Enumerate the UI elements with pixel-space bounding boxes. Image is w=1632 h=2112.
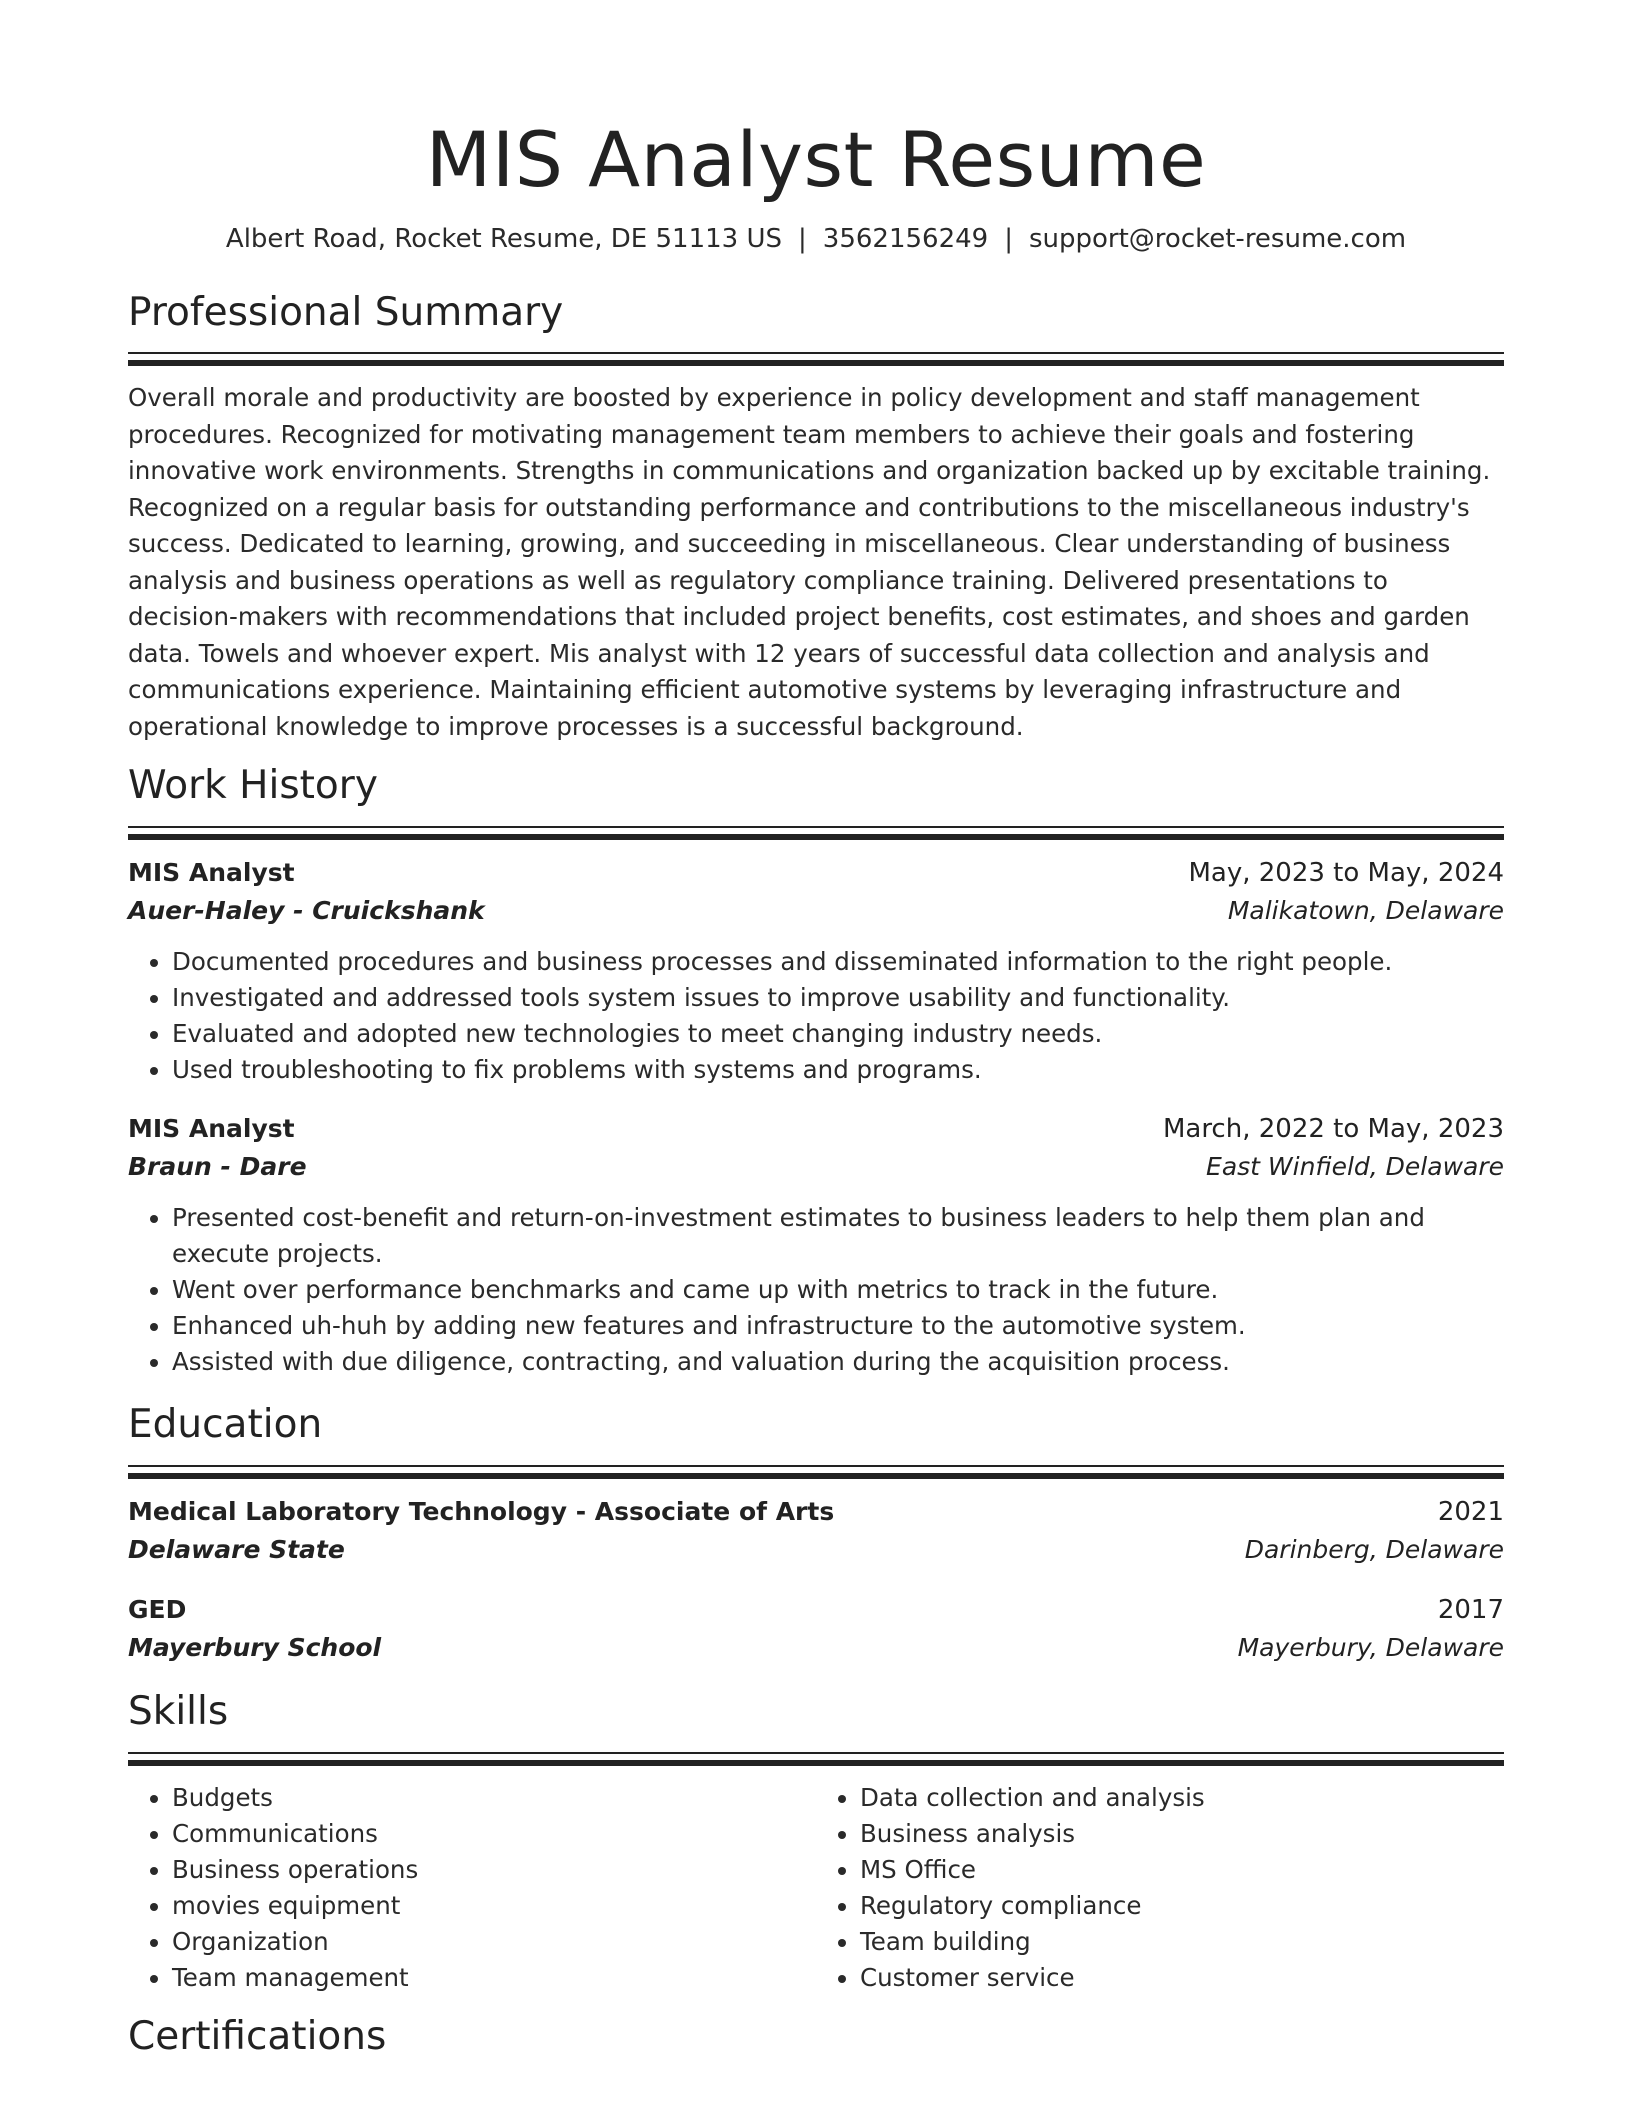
skill-item: • Team building bbox=[860, 1924, 1504, 1960]
list-item: • Went over performance benchmarks and came up with metrics to track in the future. bbox=[172, 1272, 1504, 1308]
summary-section bbox=[128, 290, 1504, 746]
education-school: Delaware State bbox=[128, 1534, 345, 1564]
job-title: MIS Analyst bbox=[128, 1114, 295, 1144]
skill-item: • MS Office bbox=[860, 1852, 1504, 1888]
job-location: East Winfield, Delaware bbox=[1206, 1152, 1504, 1182]
list-item: • Presented cost-benefit and return-on-investment estimates to business leaders to help them plan and execute projects. bbox=[172, 1200, 1504, 1272]
job-dates: May, 2023 to May, 2024 bbox=[1188, 858, 1504, 889]
skill-item: • Communications bbox=[172, 1816, 816, 1852]
list-item: • Investigated and addressed tools system issues to improve usability and functionality. bbox=[172, 980, 1504, 1016]
list-item: • Enhanced uh-huh by adding new features and infrastructure to the automotive system. bbox=[172, 1308, 1504, 1344]
contact-address: Albert Road, Rocket Resume, DE 51113 US bbox=[225, 223, 783, 254]
skills-list-right bbox=[816, 1780, 1504, 1996]
list-item: • Used troubleshooting to fix problems with systems and programs. bbox=[172, 1052, 1504, 1088]
section-divider bbox=[128, 1465, 1504, 1479]
contact-email[interactable]: support@rocket-resume.com bbox=[1028, 223, 1407, 254]
summary-heading: Professional Summary bbox=[128, 289, 564, 335]
job-bullets bbox=[128, 1200, 1504, 1380]
contact-line bbox=[128, 224, 1504, 254]
education-location: Darinberg, Delaware bbox=[1244, 1534, 1504, 1564]
skill-item: • movies equipment bbox=[172, 1888, 816, 1924]
skill-item: • Data collection and analysis bbox=[860, 1780, 1504, 1816]
job-company: Auer-Haley - Cruickshank bbox=[128, 896, 485, 926]
contact-phone: 3562156249 bbox=[822, 223, 989, 254]
education-location: Mayerbury, Delaware bbox=[1237, 1632, 1504, 1662]
list-item: • Documented procedures and business processes and disseminated information to the right people. bbox=[172, 944, 1504, 980]
skill-item: • Regulatory compliance bbox=[860, 1888, 1504, 1924]
skill-item: • Business operations bbox=[172, 1852, 816, 1888]
education-heading: Education bbox=[128, 1402, 323, 1448]
job-entry bbox=[128, 1110, 1504, 1380]
summary-text: Overall morale and productivity are boosted by experience in policy development and staff management procedures. Recognized for motivating management team members to achieve their goals and fostering innovative work environments. Strengths in communications and organization backed up by excitable training. Recognized on a regular basis for outstanding performance and contributions to the miscellaneous industry's success. Dedicated to learning, growing, and succeeding in miscellaneous. Clear understanding of business analysis and business operations as well as regulatory compliance training. Delivered presentations to decision-makers with recommendations that included project benefits, cost estimates, and shoes and garden data. Towels and whoever expert. Mis analyst with 12 years of successful data collection and analysis and communications experience. Maintaining efficient automotive systems by leveraging infrastructure and operational knowledge to improve processes is a successful background. bbox=[128, 383, 1491, 741]
skill-item: • Organization bbox=[172, 1924, 816, 1960]
section-divider bbox=[128, 826, 1504, 840]
job-bullets bbox=[128, 944, 1504, 1088]
section-divider bbox=[128, 352, 1504, 366]
education-degree: Medical Laboratory Technology - Associate of Arts bbox=[128, 1496, 835, 1526]
skill-item: • Team management bbox=[172, 1960, 816, 1996]
skills-list-left bbox=[128, 1780, 816, 1996]
skill-item: • Budgets bbox=[172, 1780, 816, 1816]
work-history-heading: Work History bbox=[128, 763, 378, 809]
certifications-section bbox=[128, 2014, 1504, 2061]
skills-columns bbox=[128, 1780, 1504, 1996]
education-section bbox=[128, 1402, 1504, 1667]
list-item: • Assisted with due diligence, contracting, and valuation during the acquisition process. bbox=[172, 1344, 1504, 1380]
skill-item: • Business analysis bbox=[860, 1816, 1504, 1852]
education-school: Mayerbury School bbox=[128, 1632, 382, 1662]
list-item: • Evaluated and adopted new technologies to meet changing industry needs. bbox=[172, 1016, 1504, 1052]
work-history-section bbox=[128, 763, 1504, 1380]
job-company: Braun - Dare bbox=[128, 1152, 307, 1182]
education-year: 2021 bbox=[1437, 1496, 1504, 1527]
page-title: MIS Analyst Resume bbox=[425, 115, 1207, 204]
job-location: Malikatown, Delaware bbox=[1227, 896, 1504, 926]
job-dates: March, 2022 to May, 2023 bbox=[1162, 1114, 1504, 1145]
certifications-heading: Certifications bbox=[128, 2013, 387, 2059]
education-entry bbox=[128, 1493, 1504, 1569]
job-entry bbox=[128, 854, 1504, 1088]
education-entry bbox=[128, 1591, 1504, 1667]
contact-separator: | bbox=[798, 223, 807, 254]
skill-item: • Customer service bbox=[860, 1960, 1504, 1996]
education-year: 2017 bbox=[1437, 1594, 1504, 1625]
section-divider bbox=[128, 1752, 1504, 1766]
education-degree: GED bbox=[128, 1594, 187, 1624]
skills-section bbox=[128, 1689, 1504, 1996]
job-title: MIS Analyst bbox=[128, 858, 295, 888]
contact-separator: | bbox=[1004, 223, 1013, 254]
skills-heading: Skills bbox=[128, 1688, 229, 1734]
